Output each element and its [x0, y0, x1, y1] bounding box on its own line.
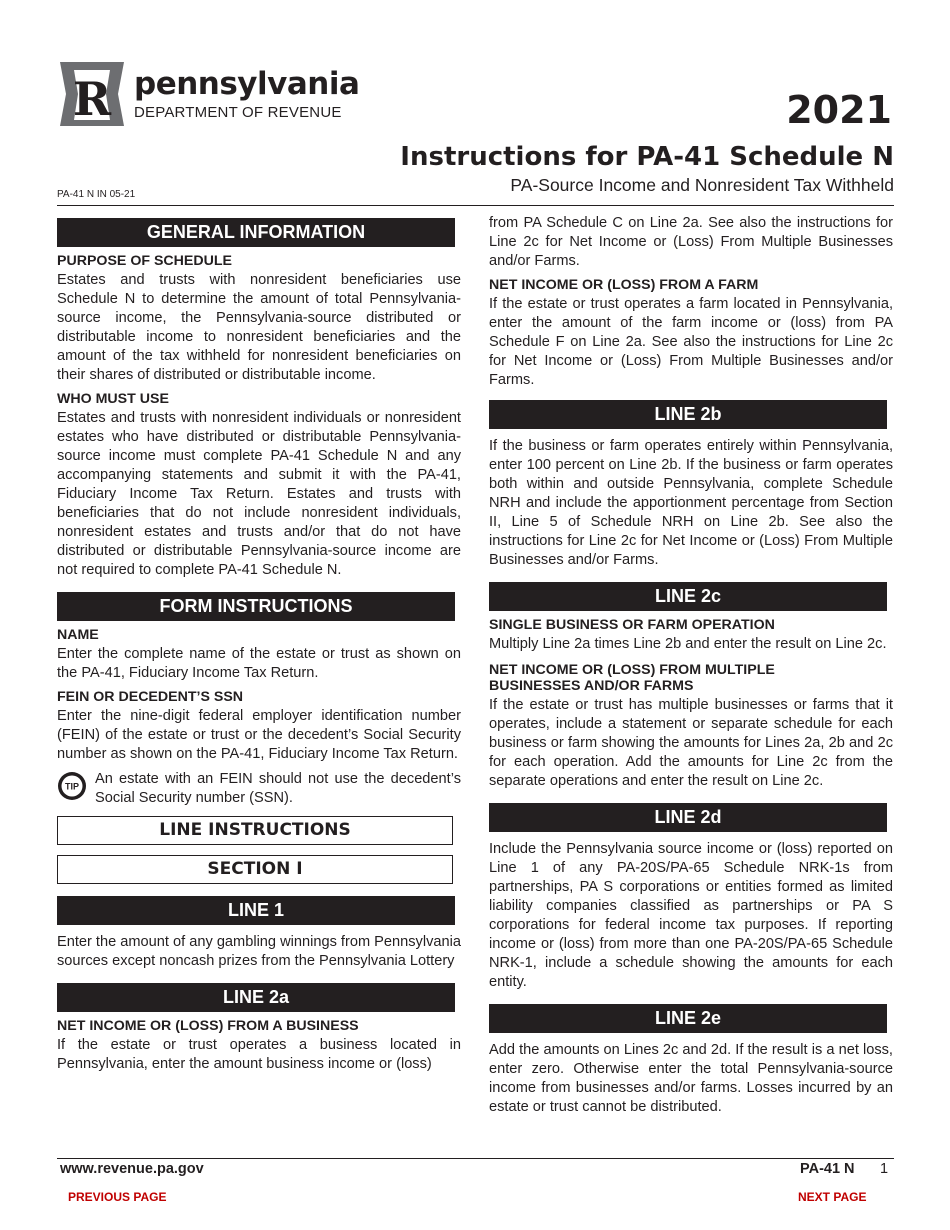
business-text: If the estate or trust operates a business located in Pennsylvania, enter the amount business income or (loss): [57, 1037, 461, 1072]
fein-text: Enter the nine-digit federal employer identification number (FEIN) of the estate or trust or the decedent’s Social Security number as shown on the PA-41, Fiduciary Income Tax Return.: [57, 708, 461, 762]
business-continued-text: from PA Schedule C on Line 2a. See also the instructions for Line 2c for Net Income or (Loss) From Multiple Businesses and/or Farms.: [489, 215, 893, 269]
line-2a-heading: LINE 2a: [57, 983, 455, 1012]
pa-revenue-logo: [56, 60, 360, 130]
single-operation-text: Multiply Line 2a times Line 2b and enter the result on Line 2c.: [489, 636, 887, 652]
form-code: PA-41 N IN 05-21: [57, 189, 136, 200]
tax-year: 2021: [786, 88, 892, 132]
footer-form-code: PA-41 N: [800, 1161, 855, 1177]
line-2d-heading: LINE 2d: [489, 803, 887, 832]
footer-divider: [57, 1158, 894, 1159]
who-must-use-heading: WHO MUST USE: [57, 391, 169, 407]
line-2c-heading: LINE 2c: [489, 582, 887, 611]
logo-name: pennsylvania: [134, 66, 360, 102]
multiple-heading-line-1: NET INCOME OR (LOSS) FROM MULTIPLE: [489, 662, 775, 678]
left-column: [57, 212, 461, 1078]
keystone-logo-icon: [56, 60, 128, 128]
section-1-heading: SECTION I: [57, 855, 453, 884]
document-subtitle: PA-Source Income and Nonresident Tax Withheld: [510, 175, 894, 195]
line-1-text: Enter the amount of any gambling winnings from Pennsylvania sources except noncash prizes from the Pennsylvania Lottery: [57, 934, 461, 969]
multiple-operations-text: If the estate or trust has multiple businesses or farms that it operates, include a statement or separate schedule for each business or farm showing the amounts for Lines 2a, 2b and 2c for each operation. Add the amounts for Line 2c from the separate operations and enter the result on Line 2c.: [489, 697, 893, 789]
general-information-heading: GENERAL INFORMATION: [57, 218, 455, 247]
tip-box: [57, 770, 461, 808]
line-2b-heading: LINE 2b: [489, 400, 887, 429]
svg-text:R: R: [72, 72, 112, 126]
revenue-website-link[interactable]: www.revenue.pa.gov: [60, 1161, 204, 1177]
farm-heading: NET INCOME OR (LOSS) FROM A FARM: [489, 277, 759, 293]
next-page-link[interactable]: NEXT PAGE: [798, 1190, 867, 1204]
line-2d-text: Include the Pennsylvania source income or (loss) reported on Line 1 of any PA-20S/PA-65 Schedule NRK-1s from partnerships, PA S corporations or entities formed as limited liability companies classified as partnerships or PA S corporations for federal income tax purposes. If reporting income or (loss) from more than one PA-20S/PA-65 Schedule NRK-1, include a schedule showing the amounts for each entity.: [489, 841, 893, 990]
form-instructions-heading: FORM INSTRUCTIONS: [57, 592, 455, 621]
purpose-heading: PURPOSE OF SCHEDULE: [57, 253, 233, 269]
business-heading: NET INCOME OR (LOSS) FROM A BUSINESS: [57, 1018, 359, 1034]
document-title: Instructions for PA-41 Schedule N: [400, 142, 894, 172]
multiple-operations-heading: [489, 662, 893, 694]
header-divider: [57, 205, 894, 206]
multiple-heading-line-2: BUSINESSES AND/OR FARMS: [489, 678, 694, 694]
right-column: [489, 214, 893, 1121]
previous-page-link[interactable]: PREVIOUS PAGE: [68, 1190, 167, 1204]
tip-text: An estate with an FEIN should not use the decedent’s Social Security number (SSN).: [95, 771, 461, 806]
tip-label: TIP: [64, 781, 80, 792]
page-number: 1: [880, 1161, 889, 1177]
line-1-heading: LINE 1: [57, 896, 455, 925]
purpose-text: Estates and trusts with nonresident beneficiaries use Schedule N to determine the amount of total Pennsylvania-source income, the Pennsylvania-source distributed or distributable income to nonresident beneficiaries and the amount of the tax withheld for nonresident beneficiaries on their shares of distributed or distributable income.: [57, 272, 461, 383]
line-2b-text: If the business or farm operates entirely within Pennsylvania, enter 100 percent on Line 2b. If the business or farm operates both within and outside Pennsylvania, complete Schedule NRH and include the apportionment percentage from Section II, Line 5 of Schedule NRH on Line 2b. See also the instructions for Line 2c for Net Income or (Loss) From Multiple Businesses and/or Farms.: [489, 438, 893, 568]
logo-department: DEPARTMENT OF REVENUE: [134, 104, 342, 121]
line-2e-heading: LINE 2e: [489, 1004, 887, 1033]
who-must-use-text: Estates and trusts with nonresident individuals or nonresident estates who have distributed or distributable Pennsylvania-source income must complete PA-41 Schedule N and any accompanying statements and submit it with the PA-41, Fiduciary Income Tax Return. Estates and trusts with beneficiaries that do not include nonresident individuals, nonresident estates and trusts and/or that do not have distributed or distributable Pennsylvania-source income are not required to complete PA-41 Schedule N.: [57, 410, 461, 578]
name-text: Enter the complete name of the estate or trust as shown on the PA-41, Fiduciary Income Tax Return.: [57, 646, 461, 681]
farm-text: If the estate or trust operates a farm located in Pennsylvania, enter the amount of the farm income or (loss) from PA Schedule F on Line 2a. See also the instructions for Line 2c for Net Income or (Loss) From Multiple Businesses and/or Farms.: [489, 296, 893, 388]
single-operation-heading: SINGLE BUSINESS OR FARM OPERATION: [489, 617, 775, 633]
line-2e-text: Add the amounts on Lines 2c and 2d. If the result is a net loss, enter zero. Otherwise enter the total Pennsylvania-source income from businesses and/or farms. Losses incurred by an estate or trust cannot be distributed.: [489, 1042, 893, 1115]
line-instructions-heading: LINE INSTRUCTIONS: [57, 816, 453, 845]
name-heading: NAME: [57, 627, 99, 643]
fein-heading: FEIN OR DECEDENT’S SSN: [57, 689, 244, 705]
tip-icon: [57, 771, 87, 801]
